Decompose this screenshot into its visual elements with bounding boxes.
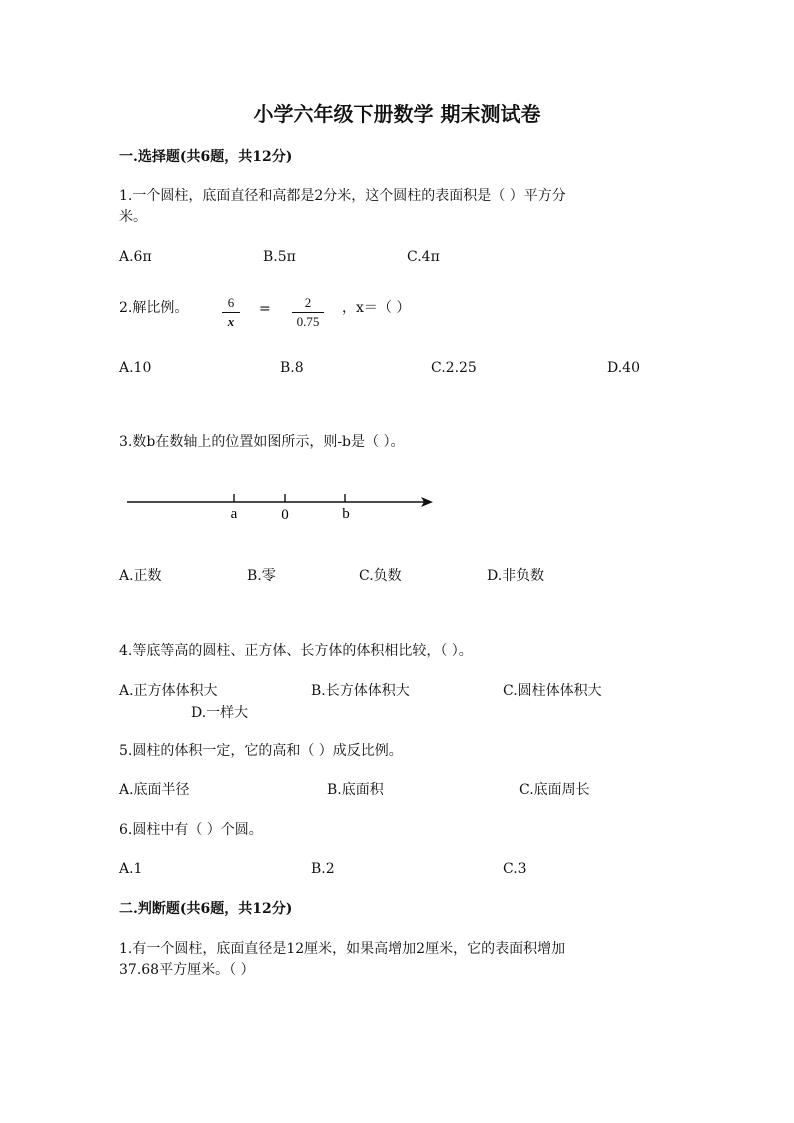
q3-option-d: D.非负数 [487,568,545,584]
q6-option-a: A.1 [119,861,143,877]
section-heading-judgement: 二.判断题(共6题，共12分) [119,901,293,917]
number-line-figure [120,488,440,524]
judgement-1-text: 1.有一个圆柱，底面直径是12厘米，如果高增加2厘米，它的表面积增加 [119,941,566,957]
question-1-text: 1.一个圆柱，底面直径和高都是2分米，这个圆柱的表面积是（ ）平方分 [119,188,566,204]
q2-option-b: B.8 [280,360,304,376]
q5-option-c: C.底面周长 [519,782,590,798]
fraction-denominator: 0.75 [296,314,320,329]
question-6-text: 6.圆柱中有（ ）个圆。 [119,822,263,838]
q3-option-a: A.正数 [119,568,162,584]
q5-option-a: A.底面半径 [119,782,190,798]
label-b: b [342,506,350,522]
equals-sign: = [259,301,271,317]
q2-option-c: C.2.25 [431,360,477,376]
question-3-text: 3.数b在数轴上的位置如图所示，则-b是（ ）。 [119,434,405,450]
fraction-bar [292,312,324,313]
question-2-suffix: ，x＝（ ） [342,300,411,316]
question-4-text: 4.等底等高的圆柱、正方体、长方体的体积相比较，（ ）。 [119,643,473,659]
label-a: a [230,506,238,522]
page-title: 小学六年级下册数学 期末测试卷 [253,102,541,126]
q6-option-b: B.2 [311,861,335,877]
section-heading-choice: 一.选择题(共6题，共12分) [119,149,293,165]
q4-option-a: A.正方体体积大 [119,683,218,699]
label-zero: 0 [281,507,289,523]
fraction-6-over-x [222,295,240,330]
q1-option-b: B.5π [263,249,296,265]
fraction-numerator: 2 [304,295,312,310]
q1-option-c: C.4π [407,249,440,265]
q4-option-b: B.长方体体积大 [311,683,410,699]
q4-option-d: D.一样大 [191,705,249,721]
judgement-1-text-cont: 37.68平方厘米。（ ） [119,962,255,978]
q2-option-d: D.40 [607,360,640,376]
q3-option-b: B.零 [247,568,276,584]
fraction-bar [222,312,240,313]
fraction-2-over-075 [292,295,324,330]
q2-option-a: A.10 [119,360,152,376]
q4-option-c: C.圆柱体体积大 [503,683,602,699]
question-2-prefix: 2.解比例。 [119,300,189,316]
fraction-denominator: x [227,314,235,329]
fraction-numerator: 6 [227,295,235,310]
q1-option-a: A.6π [119,249,152,265]
question-5-text: 5.圆柱的体积一定，它的高和（ ）成反比例。 [119,743,403,759]
q3-option-c: C.负数 [359,568,402,584]
q5-option-b: B.底面积 [327,782,384,798]
question-1-text-cont: 米。 [119,209,147,225]
q6-option-c: C.3 [503,861,527,877]
